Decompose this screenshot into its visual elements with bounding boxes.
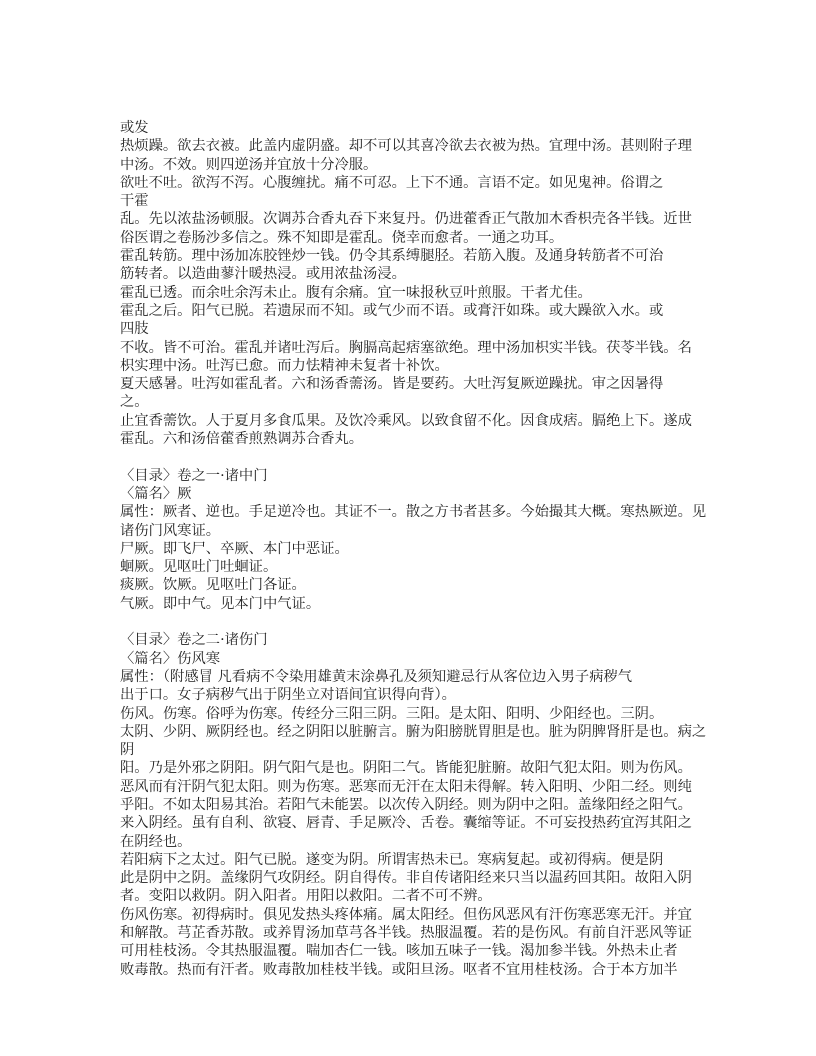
text-line: 夏天感暑。吐泻如霍乱者。六和汤香薷汤。皆是要药。大吐泻复厥逆躁扰。审之因暑得	[120, 376, 664, 393]
text-section	[120, 467, 710, 613]
text-line: 蛔厥。见呕吐门吐蛔证。	[120, 559, 278, 576]
text-line: 和解散。芎芷香苏散。或养胃汤加草芎各半钱。热服温覆。若的是伤风。有前自汗恶风等证	[120, 925, 692, 942]
text-line: 伤风。伤寒。俗呼为伤寒。传经分三阳三阴。三阳。是太阳、阳明、少阳经也。三阴。	[120, 705, 664, 722]
text-line: 乎阳。不如太阳易其治。若阳气未能罢。以次传入阴经。则为阴中之阳。盖缘阳经之阳气。	[120, 796, 692, 813]
text-line: 可用桂枝汤。令其热服温覆。喘加杏仁一钱。咳加五味子一钱。渴加参半钱。外热未止者	[120, 943, 678, 960]
text-line: 欲吐不吐。欲泻不泻。心腹缠扰。痛不可忍。上下不通。言语不定。如见鬼神。俗谓之	[120, 174, 664, 191]
text-line: 乱。先以浓盐汤顿服。次调苏合香丸吞下来复丹。仍进藿香正气散加木香枳壳各半钱。近世	[120, 211, 692, 228]
text-line: 止宜香薷饮。人于夏月多食瓜果。及饮冷乘风。以致食留不化。因食成痞。膈绝上下。遂成	[120, 412, 692, 429]
text-line: 四肢	[120, 321, 149, 338]
text-line: 阴	[120, 742, 135, 759]
section-spacer	[120, 613, 710, 631]
text-line: 干霍	[120, 193, 149, 210]
text-line: 属性：（附感冒 凡看病不令染用雄黄末涂鼻孔及须知避忌行从客位边入男子病秽气	[120, 668, 633, 685]
text-line: 不收。皆不可治。霍乱并诸吐泻后。胸膈高起痞塞欲绝。理中汤加枳实半钱。茯苓半钱。名	[120, 339, 692, 356]
text-section	[120, 119, 710, 448]
text-line: 阳。乃是外邪之阴阳。阴气阳气是也。阴阳二气。皆能犯脏腑。故阳气犯太阳。则为伤风。	[120, 760, 692, 777]
text-line: 俗医谓之卷肠沙多信之。殊不知即是霍乱。侥幸而愈者。一通之功耳。	[120, 229, 564, 246]
text-line: 中汤。不效。则四逆汤并宜放十分冷服。	[120, 156, 378, 173]
text-line: 尸厥。即飞尸、卒厥、本门中恶证。	[120, 540, 349, 557]
text-line: 伤风伤寒。初得病时。俱见发热头疼体痛。属太阳经。但伤风恶风有汗伤寒恶寒无汗。并宜	[120, 906, 692, 923]
text-line: 恶风而有汗阴气犯太阳。则为伤寒。恶寒而无汗在太阳未得解。转入阳明、少阳二经。则纯	[120, 778, 692, 795]
text-line: 或发	[120, 120, 149, 136]
text-line: 来入阴经。虽有自利、欲寝、唇青、手足厥冷、舌卷。囊缩等证。不可妄投热药宜泻其阳之	[120, 815, 692, 832]
text-line: 之。	[120, 394, 149, 411]
text-line: 太阴、少阴、厥阴经也。经之阴阳以脏腑言。腑为阳膀胱胃胆是也。脏为阴脾肾肝是也。病之	[120, 723, 707, 740]
section-spacer	[120, 448, 710, 466]
text-line: 者。变阳以救阴。阴入阳者。用阳以救阳。二者不可不辨。	[120, 888, 492, 905]
text-line: 霍乱转筋。理中汤加冻胶锉炒一钱。仍令其系缚腿胫。若筋入腹。及通身转筋者不可治	[120, 248, 664, 265]
text-line: 霍乱之后。阳气已脱。若遗尿而不知。或气少而不语。或膏汗如珠。或大躁欲入水。或	[120, 302, 664, 319]
text-line: 〈篇名〉伤风寒	[120, 650, 221, 667]
text-line: 出于口。女子病秽气出于阴坐立对语间宜识得向背）。	[120, 687, 456, 704]
text-line: 〈篇名〉厥	[120, 485, 192, 502]
text-line: 霍乱。六和汤倍藿香煎熟调苏合香丸。	[120, 431, 364, 448]
text-line: 枳实理中汤。吐泻已愈。而力怯精神未复者十补饮。	[120, 357, 449, 374]
text-line: 痰厥。饮厥。见呕吐门各证。	[120, 577, 306, 594]
text-line: 在阴经也。	[120, 833, 192, 850]
text-line: 〈目录〉卷之一·诸中门	[120, 467, 268, 484]
text-line: 属性：厥者、逆也。手足逆冷也。其证不一。散之方书者甚多。今始撮其大概。寒热厥逆。见	[120, 504, 707, 521]
text-line: 筋转者。以造曲蓼汁暖热浸。或用浓盐汤浸。	[120, 266, 406, 283]
text-line: 气厥。即中气。见本门中气证。	[120, 595, 321, 612]
text-line: 〈目录〉卷之二·诸伤门	[120, 632, 268, 649]
text-line: 若阳病下之太过。阳气已脱。遂变为阴。所谓害热未已。寒病复起。或初得病。便是阴	[120, 851, 664, 868]
document-page	[120, 119, 710, 979]
text-line: 霍乱已透。而余吐余泻未止。腹有余痛。宜一味报秋豆叶煎服。干者尤佳。	[120, 284, 592, 301]
text-line: 诸伤门风寒证。	[120, 522, 221, 539]
text-line: 此是阴中之阴。盖缘阴气攻阴经。阴自得传。非自传诸阳经来只当以温药回其阳。故阳入阴	[120, 870, 692, 887]
text-line: 热烦躁。欲去衣被。此盖内虚阴盛。却不可以其喜冷欲去衣被为热。宜理中汤。甚则附子理	[120, 138, 692, 155]
text-line: 败毒散。热而有汗者。败毒散加桂枝半钱。或阳旦汤。呕者不宜用桂枝汤。合于本方加半	[120, 961, 678, 978]
text-section	[120, 631, 710, 979]
